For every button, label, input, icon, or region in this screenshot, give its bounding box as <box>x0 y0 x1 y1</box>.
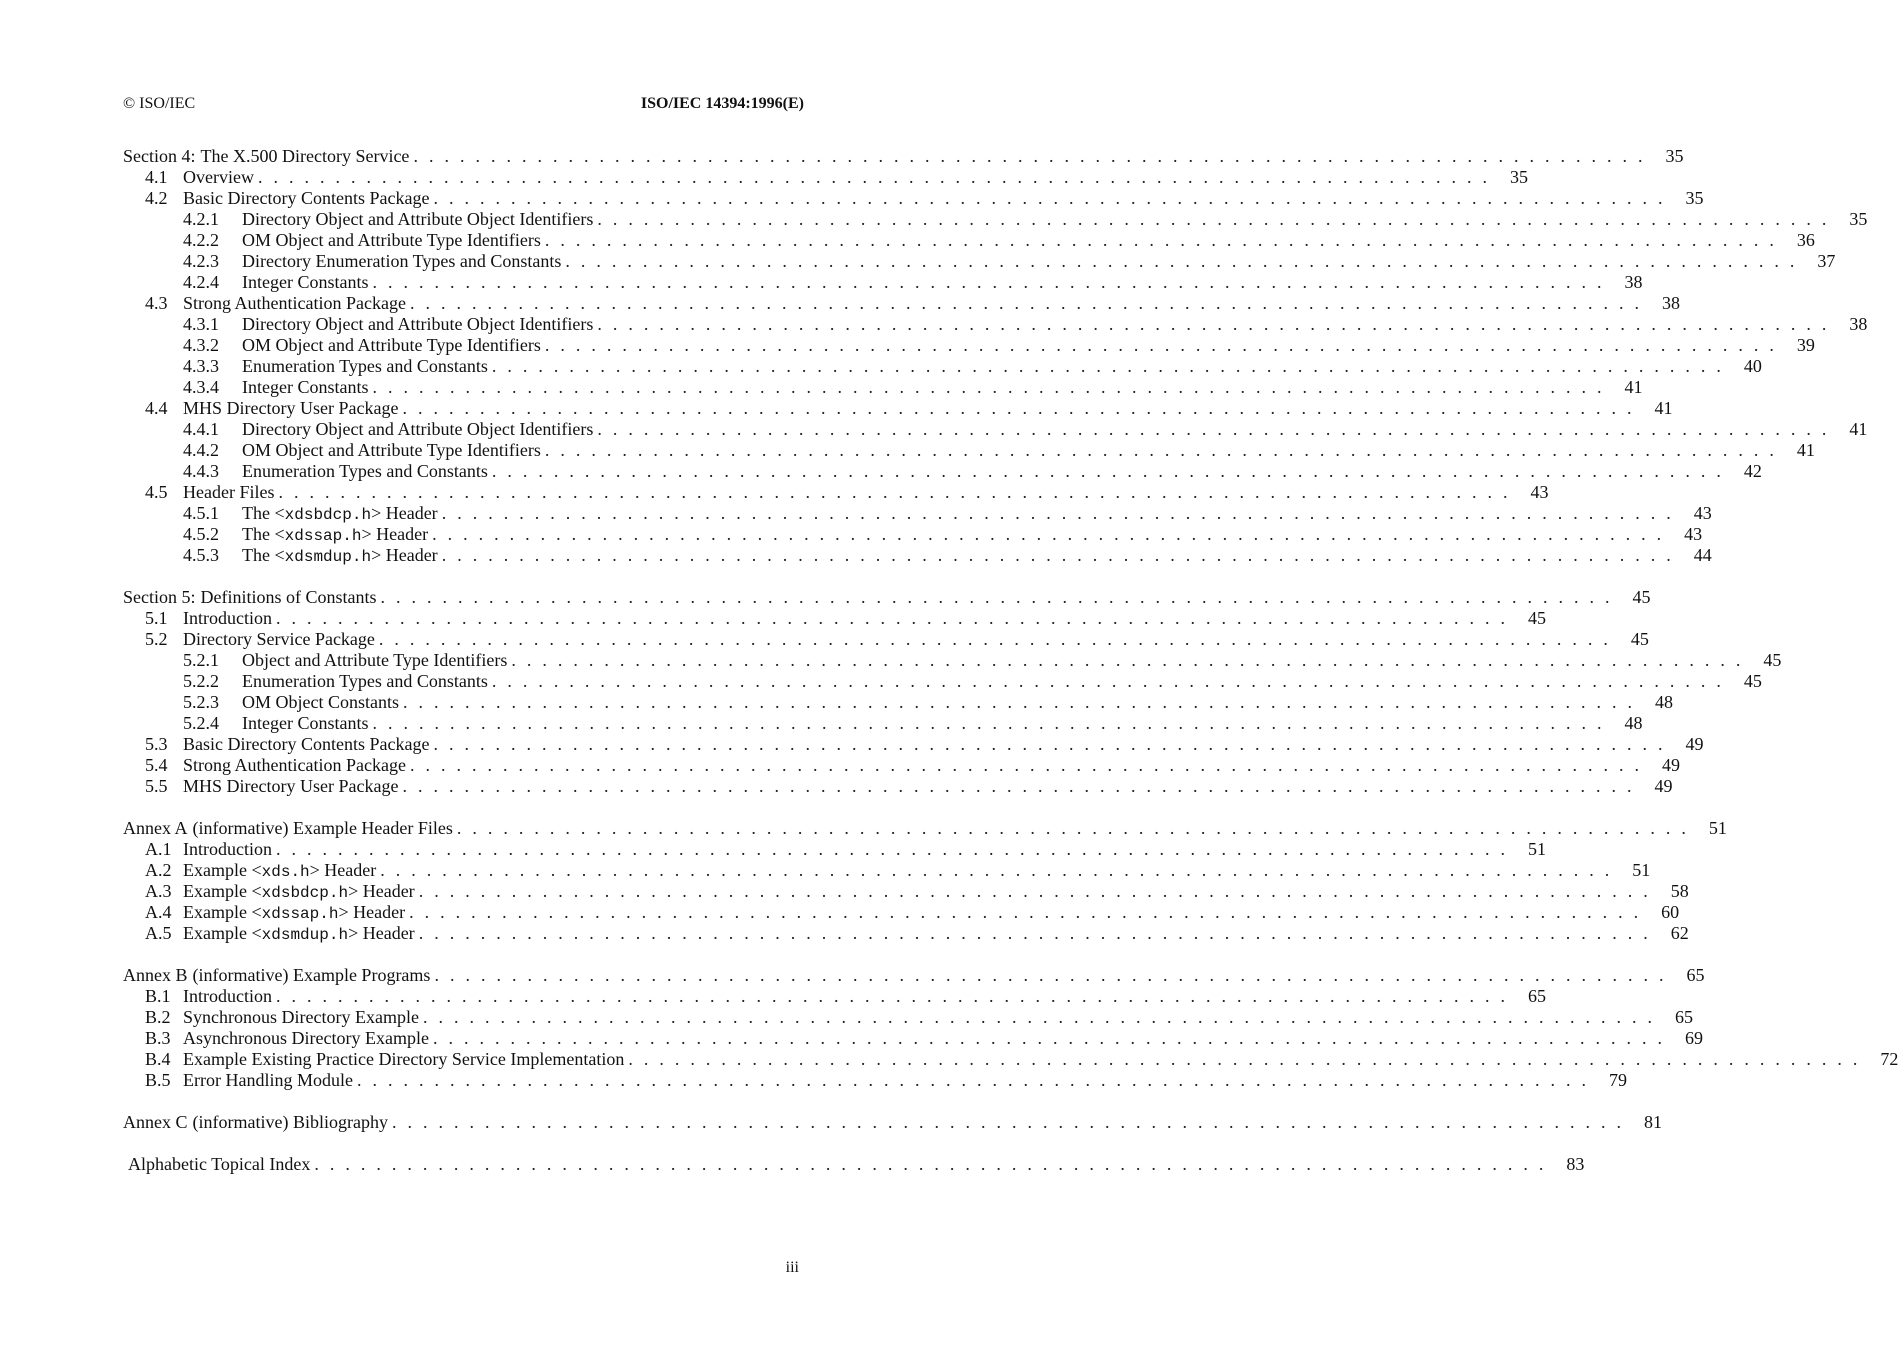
toc-entry-title: Enumeration Types and Constants <box>242 671 488 691</box>
toc-entry-page: 49 <box>1685 734 1704 754</box>
toc-entry-title <box>242 524 428 547</box>
header-filename: xdssap.h <box>261 905 339 923</box>
toc-entry-number: 4.5.2 <box>183 524 219 544</box>
toc-entry-title <box>183 860 376 883</box>
toc-entry[interactable] <box>123 776 1673 797</box>
toc-entry-page: 35 <box>1685 188 1704 208</box>
dot-leader: ................................................................................ <box>409 755 1650 775</box>
title-suffix: > Header <box>348 923 415 943</box>
toc-entry-page: 37 <box>1817 251 1836 271</box>
toc-entry-title: (informative) Example Header Files <box>192 818 453 838</box>
table-of-contents <box>123 146 1898 1196</box>
toc-entry-page: 43 <box>1684 524 1703 544</box>
dot-leader: ................................................................................ <box>372 377 1613 397</box>
toc-entry-page: 62 <box>1670 923 1689 943</box>
toc-entry-title: Error Handling Module <box>183 1070 353 1090</box>
toc-entry[interactable] <box>123 461 1762 482</box>
toc-entry-number: 4.2.4 <box>183 272 219 292</box>
toc-entry-title: Strong Authentication Package <box>183 755 406 775</box>
toc-entry-number: 5.2.3 <box>183 692 219 712</box>
title-suffix: > Header <box>338 902 406 922</box>
toc-entry-number: 4.5.3 <box>183 545 219 565</box>
toc-entry-page: 79 <box>1608 1070 1627 1090</box>
toc-entry-title: Strong Authentication Package <box>183 293 406 313</box>
toc-entry-number: 4.1 <box>145 167 168 187</box>
toc-entry-page: 39 <box>1796 335 1815 355</box>
dot-leader: ................................................................................ <box>380 587 1621 607</box>
toc-entry[interactable] <box>123 314 1868 335</box>
dot-leader: ................................................................................ <box>491 461 1732 481</box>
title-suffix: > Header <box>371 503 438 523</box>
toc-entry-title: Object and Attribute Type Identifiers <box>242 650 508 670</box>
toc-entry-page: 41 <box>1654 398 1673 418</box>
toc-entry-number: 4.4.1 <box>183 419 219 439</box>
toc-entry-page: 65 <box>1686 965 1705 985</box>
page-number: iii <box>785 1259 799 1276</box>
toc-entry[interactable] <box>123 692 1673 713</box>
toc-entry-number: B.1 <box>145 986 171 1006</box>
toc-entry[interactable] <box>123 545 1712 566</box>
toc-entry-number: A.4 <box>145 902 172 922</box>
header-filename: xds.h <box>261 863 310 881</box>
toc-entry-title: Integer Constants <box>242 272 369 292</box>
toc-entry-page: 58 <box>1670 881 1689 901</box>
toc-entry[interactable] <box>123 251 1836 272</box>
dot-leader: ................................................................................ <box>434 965 1675 985</box>
dot-leader: ................................................................................ <box>565 251 1806 271</box>
toc-entry-number: B.4 <box>145 1049 171 1069</box>
dot-leader: ................................................................................ <box>433 734 1674 754</box>
header-filename: xdsmdup.h <box>284 548 372 566</box>
toc-entry-number: Annex A <box>123 818 188 838</box>
toc-entry[interactable] <box>123 608 1546 629</box>
dot-leader: ................................................................................ <box>491 671 1732 691</box>
title-suffix: > Header <box>348 881 415 901</box>
toc-entry-number: 4.3 <box>145 293 168 313</box>
toc-entry-page: 83 <box>1566 1154 1585 1174</box>
toc-entry-page: 44 <box>1693 545 1712 565</box>
toc-entry[interactable] <box>123 230 1815 251</box>
toc-entry[interactable] <box>123 1049 1898 1070</box>
toc-entry-number: 5.4 <box>145 755 168 775</box>
toc-entry-number: Annex C <box>123 1112 188 1132</box>
toc-entry-page: 45 <box>1763 650 1782 670</box>
toc-entry-title: Directory Object and Attribute Object Identifiers <box>242 314 594 334</box>
toc-entry[interactable] <box>123 293 1680 314</box>
toc-entry[interactable] <box>123 902 1680 923</box>
toc-entry-page: 40 <box>1743 356 1762 376</box>
toc-entry[interactable] <box>123 818 1727 839</box>
toc-entry-title: Integer Constants <box>242 713 369 733</box>
toc-entry-number: 4.4 <box>145 398 168 418</box>
title-prefix: The < <box>242 524 285 544</box>
dot-leader: ................................................................................ <box>257 167 1498 187</box>
toc-entry-page: 69 <box>1684 1028 1703 1048</box>
toc-entry-title: Introduction <box>183 986 272 1006</box>
toc-entry[interactable] <box>123 398 1673 419</box>
dot-leader: ................................................................................ <box>432 1028 1673 1048</box>
toc-entry-number: 4.5 <box>145 482 168 502</box>
toc-entry-number: 4.5.1 <box>183 503 219 523</box>
toc-entry[interactable] <box>123 146 1684 167</box>
toc-entry-title: Synchronous Directory Example <box>183 1007 419 1027</box>
toc-entry-page: 45 <box>1743 671 1762 691</box>
toc-entry-title: (informative) Bibliography <box>192 1112 388 1132</box>
header-standard-number: ISO/IEC 14394:1996(E) <box>640 95 804 112</box>
toc-entry-page: 49 <box>1654 776 1673 796</box>
toc-entry-page: 35 <box>1665 146 1684 166</box>
dot-leader: ................................................................................ <box>433 188 1674 208</box>
dot-leader: ................................................................................ <box>418 923 1659 943</box>
toc-entry-page: 43 <box>1693 503 1712 523</box>
toc-entry[interactable] <box>123 440 1815 461</box>
dot-leader: ................................................................................ <box>491 356 1732 376</box>
toc-entry[interactable] <box>123 167 1528 188</box>
title-prefix: Example < <box>183 923 262 943</box>
toc-entry[interactable] <box>123 356 1762 377</box>
toc-entry-number: 4.3.2 <box>183 335 219 355</box>
toc-entry-number: A.5 <box>145 923 172 943</box>
toc-entry[interactable] <box>123 1154 1585 1175</box>
toc-entry[interactable] <box>123 860 1651 881</box>
dot-leader: ................................................................................ <box>597 314 1838 334</box>
toc-entry-page: 43 <box>1530 482 1549 502</box>
toc-entry-number: 4.4.2 <box>183 440 219 460</box>
toc-entry-number: 4.3.4 <box>183 377 219 397</box>
toc-entry-number: 4.2.2 <box>183 230 219 250</box>
toc-entry-number: A.2 <box>145 860 172 880</box>
dot-leader: ................................................................................ <box>544 230 1785 250</box>
toc-entry-page: 51 <box>1527 839 1546 859</box>
toc-entry-title: Integer Constants <box>242 377 369 397</box>
dot-leader: ................................................................................ <box>378 629 1619 649</box>
toc-group <box>123 587 1782 797</box>
toc-group <box>123 965 1898 1091</box>
toc-entry-title: Enumeration Types and Constants <box>242 461 488 481</box>
toc-entry-number: 4.2.1 <box>183 209 219 229</box>
toc-entry-title: Example Existing Practice Directory Service Implementation <box>183 1049 625 1069</box>
toc-entry[interactable] <box>123 524 1703 545</box>
toc-entry-page: 60 <box>1661 902 1680 922</box>
toc-entry-page: 51 <box>1632 860 1651 880</box>
toc-entry-number: 5.2.1 <box>183 650 219 670</box>
toc-entry-number: 5.2 <box>145 629 168 649</box>
toc-entry[interactable] <box>123 755 1680 776</box>
dot-leader: ................................................................................ <box>432 524 1673 544</box>
toc-entry-page: 45 <box>1632 587 1651 607</box>
toc-entry-page: 65 <box>1674 1007 1693 1027</box>
toc-entry-page: 41 <box>1624 377 1643 397</box>
toc-entry-page: 48 <box>1655 692 1673 712</box>
toc-entry-title <box>242 545 438 568</box>
toc-entry-title <box>183 881 415 904</box>
dot-leader: ................................................................................ <box>314 1154 1555 1174</box>
toc-entry-page: 49 <box>1661 755 1680 775</box>
header-copyright: © ISO/IEC <box>123 95 196 112</box>
toc-entry-title: (informative) Example Programs <box>192 965 431 985</box>
toc-entry[interactable] <box>123 188 1704 209</box>
toc-entry[interactable] <box>123 503 1712 524</box>
title-prefix: Example < <box>183 860 262 880</box>
header-filename: xdsbdcp.h <box>284 506 372 524</box>
toc-entry[interactable] <box>123 650 1782 671</box>
dot-leader: ................................................................................ <box>372 713 1613 733</box>
dot-leader: ................................................................................ <box>422 1007 1663 1027</box>
toc-entry-title: The X.500 Directory Service <box>200 146 410 166</box>
toc-entry-title: OM Object and Attribute Type Identifiers <box>242 440 541 460</box>
header-filename: xdsbdcp.h <box>261 884 349 902</box>
dot-leader: ................................................................................ <box>441 503 1682 523</box>
toc-entry-page: 41 <box>1796 440 1815 460</box>
dot-leader: ................................................................................ <box>372 272 1613 292</box>
toc-entry[interactable] <box>123 1070 1627 1091</box>
toc-entry-number: B.3 <box>145 1028 171 1048</box>
toc-entry-number: 5.3 <box>145 734 168 754</box>
dot-leader: ................................................................................ <box>391 1112 1632 1132</box>
dot-leader: ................................................................................ <box>628 1049 1869 1069</box>
title-prefix: The < <box>242 503 285 523</box>
toc-entry[interactable] <box>123 881 1689 902</box>
dot-leader: ................................................................................ <box>278 482 1519 502</box>
toc-entry[interactable] <box>123 587 1651 608</box>
toc-entry[interactable] <box>123 377 1643 398</box>
dot-leader: ................................................................................ <box>597 419 1838 439</box>
toc-entry-title: Directory Object and Attribute Object Identifiers <box>242 419 594 439</box>
title-suffix: > Header <box>309 860 377 880</box>
toc-entry-title: Enumeration Types and Constants <box>242 356 488 376</box>
toc-entry-page: 65 <box>1527 986 1546 1006</box>
toc-entry[interactable] <box>123 419 1868 440</box>
toc-entry[interactable] <box>123 335 1815 356</box>
toc-entry-number: A.1 <box>145 839 172 859</box>
header-filename: xdsmdup.h <box>261 926 349 944</box>
toc-entry[interactable] <box>123 1112 1662 1133</box>
toc-entry-page: 36 <box>1796 230 1815 250</box>
toc-entry-number: 4.2 <box>145 188 168 208</box>
toc-entry[interactable] <box>123 839 1546 860</box>
toc-entry-page: 35 <box>1849 209 1868 229</box>
toc-entry[interactable] <box>123 1007 1693 1028</box>
toc-entry[interactable] <box>123 482 1549 503</box>
toc-entry-number: 4.4.3 <box>183 461 219 481</box>
toc-entry-title: OM Object and Attribute Type Identifiers <box>242 335 541 355</box>
toc-entry-title: Header Files <box>183 482 275 502</box>
toc-entry-title: Asynchronous Directory Example <box>183 1028 429 1048</box>
toc-entry[interactable] <box>123 671 1762 692</box>
toc-entry-page: 41 <box>1849 419 1868 439</box>
toc-entry-title: Definitions of Constants <box>200 587 377 607</box>
toc-entry[interactable] <box>123 1028 1703 1049</box>
dot-leader: ................................................................................ <box>402 398 1643 418</box>
toc-entry-title: Overview <box>183 167 254 187</box>
dot-leader: ................................................................................ <box>402 776 1643 796</box>
toc-entry-page: 38 <box>1624 272 1643 292</box>
toc-entry-number: 4.3.1 <box>183 314 219 334</box>
toc-entry-title: Introduction <box>183 839 272 859</box>
toc-entry-title: Basic Directory Contents Package <box>183 734 430 754</box>
toc-entry-title: Introduction <box>183 608 272 628</box>
dot-leader: ................................................................................ <box>409 902 1650 922</box>
toc-entry[interactable] <box>123 986 1546 1007</box>
dot-leader: ................................................................................ <box>409 293 1650 313</box>
toc-entry-number: 4.3.3 <box>183 356 219 376</box>
toc-entry-title <box>242 503 438 526</box>
toc-entry-page: 81 <box>1643 1112 1662 1132</box>
toc-entry-number: 5.5 <box>145 776 168 796</box>
toc-entry-title <box>183 923 415 946</box>
toc-entry-page: 45 <box>1630 629 1649 649</box>
toc-group <box>123 818 1727 944</box>
toc-entry[interactable] <box>123 965 1705 986</box>
toc-entry-title: Alphabetic Topical Index <box>128 1154 311 1174</box>
dot-leader: ................................................................................ <box>456 818 1697 838</box>
toc-entry-page: 72 <box>1880 1049 1898 1069</box>
toc-group <box>123 146 1868 566</box>
toc-entry-number: B.5 <box>145 1070 171 1090</box>
toc-entry-page: 51 <box>1708 818 1727 838</box>
toc-entry[interactable] <box>123 734 1704 755</box>
toc-entry-number: 5.2.4 <box>183 713 219 733</box>
toc-entry-title: OM Object Constants <box>242 692 399 712</box>
dot-leader: ................................................................................ <box>403 692 1643 712</box>
title-suffix: > Header <box>361 524 429 544</box>
dot-leader: ................................................................................ <box>356 1070 1597 1090</box>
toc-entry-number: 4.2.3 <box>183 251 219 271</box>
toc-entry[interactable] <box>123 629 1649 650</box>
title-prefix: Example < <box>183 902 262 922</box>
toc-entry-number: Section 5: <box>123 587 196 607</box>
toc-entry[interactable] <box>123 713 1643 734</box>
toc-entry-page: 38 <box>1661 293 1680 313</box>
dot-leader: ................................................................................ <box>441 545 1682 565</box>
dot-leader: ................................................................................ <box>597 209 1838 229</box>
title-prefix: Example < <box>183 881 262 901</box>
dot-leader: ................................................................................ <box>418 881 1659 901</box>
dot-leader: ................................................................................ <box>275 986 1516 1006</box>
dot-leader: ................................................................................ <box>544 440 1785 460</box>
toc-entry-title: Basic Directory Contents Package <box>183 188 430 208</box>
toc-entry-number: B.2 <box>145 1007 171 1027</box>
dot-leader: ................................................................................ <box>275 839 1516 859</box>
toc-entry-page: 48 <box>1624 713 1643 733</box>
toc-entry-page: 38 <box>1849 314 1868 334</box>
toc-entry-title <box>183 902 405 925</box>
toc-entry[interactable] <box>123 209 1868 230</box>
dot-leader: ................................................................................ <box>275 608 1516 628</box>
toc-group <box>123 1112 1662 1133</box>
dot-leader: ................................................................................ <box>380 860 1621 880</box>
toc-entry-title: MHS Directory User Package <box>183 776 399 796</box>
toc-entry-page: 35 <box>1509 167 1528 187</box>
toc-entry-page: 45 <box>1527 608 1546 628</box>
toc-entry-title: OM Object and Attribute Type Identifiers <box>242 230 541 250</box>
toc-entry-title: Directory Enumeration Types and Constants <box>242 251 562 271</box>
toc-group <box>123 1154 1585 1175</box>
header-filename: xdssap.h <box>284 527 362 545</box>
dot-leader: ................................................................................ <box>413 146 1654 166</box>
toc-entry-title: MHS Directory User Package <box>183 398 399 418</box>
toc-entry[interactable] <box>123 272 1643 293</box>
dot-leader: ................................................................................ <box>511 650 1752 670</box>
toc-entry-number: Annex B <box>123 965 188 985</box>
toc-entry-number: 5.1 <box>145 608 168 628</box>
title-prefix: The < <box>242 545 285 565</box>
dot-leader: ................................................................................ <box>544 335 1785 355</box>
toc-entry-number: A.3 <box>145 881 172 901</box>
toc-entry-number: 5.2.2 <box>183 671 219 691</box>
toc-entry-title: Directory Object and Attribute Object Identifiers <box>242 209 594 229</box>
toc-entry-page: 42 <box>1743 461 1762 481</box>
toc-entry-title: Directory Service Package <box>183 629 375 649</box>
toc-entry-number: Section 4: <box>123 146 196 166</box>
toc-entry[interactable] <box>123 923 1689 944</box>
title-suffix: > Header <box>371 545 438 565</box>
